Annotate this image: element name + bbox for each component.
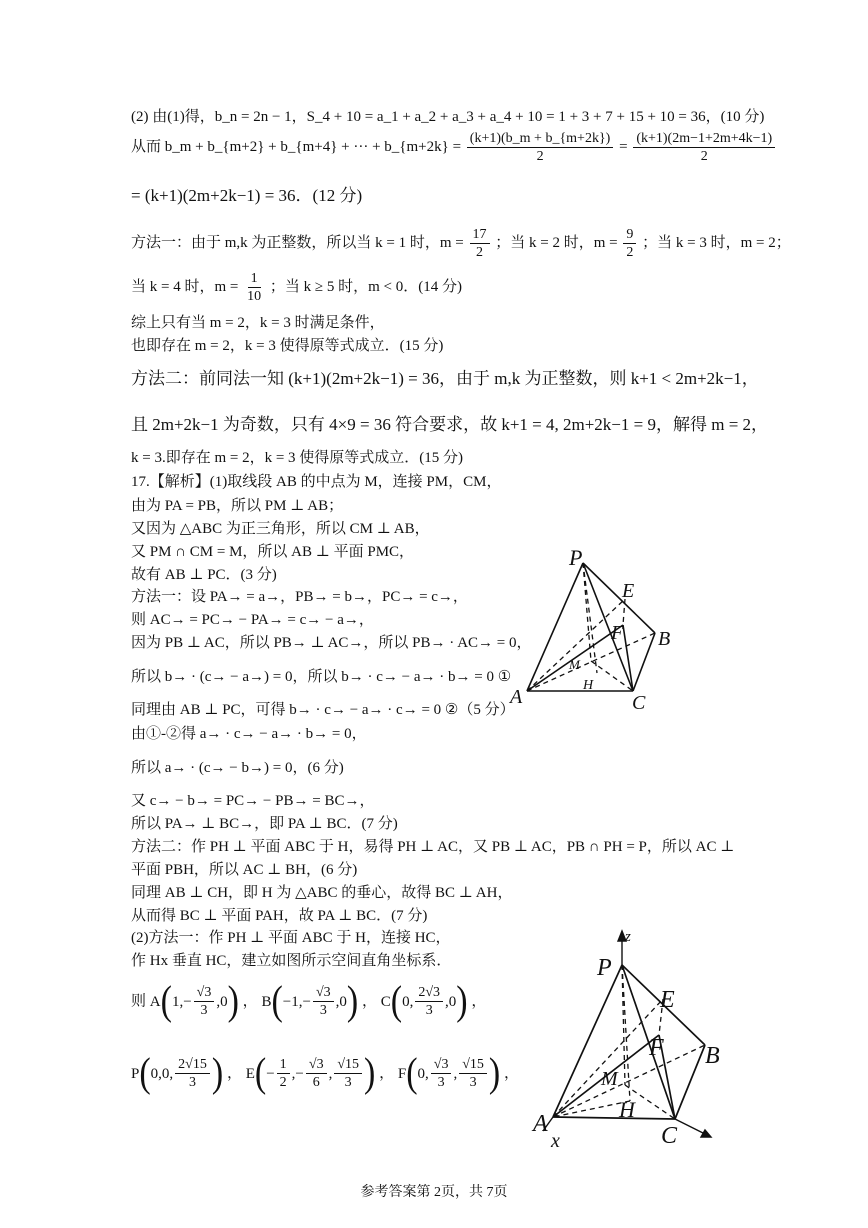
coord-lead: 则 (131, 993, 147, 1010)
separator: ， (503, 1065, 519, 1082)
text-line: (2)方法一：作 PH ⊥ 平面 ABC 于 H，连接 HC， (131, 930, 451, 946)
point-P-coord (131, 1050, 224, 1096)
formula-lead: 从而 b_m + b_{m+2} + b_{m+4} + ··· + b_{m+2k} = (131, 138, 462, 155)
minus-sign: − (302, 993, 311, 1010)
page-footer: 参考答案第 2页，共 7页 (360, 1185, 508, 1200)
point-C-coord (380, 978, 468, 1024)
left-paren: ( (271, 978, 283, 1024)
label-E: E (622, 580, 635, 602)
label-M: M (569, 657, 580, 672)
label-B: B (658, 628, 671, 650)
coord-value: ,0 (335, 993, 347, 1010)
point-name: F (397, 1065, 407, 1082)
tetrahedron-figure-2 (525, 925, 755, 1155)
dashed-AE (527, 599, 625, 691)
text-line: 方法二：作 PH ⊥ 平面 ABC 于 H，易得 PH ⊥ AC，又 PB ⊥ AC，PB ∩ PH = P，所以 AC ⊥ (131, 839, 735, 855)
label-H: H (583, 678, 594, 693)
formula-line (131, 130, 777, 165)
fraction (306, 1056, 327, 1091)
fraction (470, 226, 490, 261)
text-line: 又 PM ∩ CM = M，所以 AB ⊥ 平面 PMC， (131, 544, 415, 560)
fraction-denominator: 2 (536, 149, 544, 164)
label-B: B (705, 1043, 720, 1069)
fraction-numerator: 2√15 (175, 1056, 210, 1074)
text-line: 综上只有当 m = 2，k = 3 时满足条件， (131, 315, 385, 331)
text-line: 所以 b→ · (c→ − a→) = 0，所以 b→ · c→ − a→ · b→ = 0 ① (131, 669, 512, 685)
label-H: H (619, 1097, 635, 1122)
label-C: C (632, 692, 646, 714)
right-paren: ) (227, 978, 239, 1024)
section-heading: 17.【解析】(1)取线段 AB 的中点为 M，连接 PM，CM， (131, 474, 502, 490)
fraction-numerator: √3 (194, 984, 215, 1002)
text-line: 同理 AB ⊥ CH，即 H 为 △ABC 的垂心，故得 BC ⊥ AH， (131, 885, 513, 901)
fraction-denominator: 3 (425, 1003, 433, 1018)
separator: ， (242, 993, 258, 1010)
equals-sign: = (619, 138, 628, 155)
point-A-coord (149, 978, 239, 1024)
left-paren: ( (160, 978, 172, 1024)
separator: ， (226, 1065, 242, 1082)
fraction-numerator: 1 (248, 270, 261, 288)
text-line: 因为 PB ⊥ AC，所以 PB→ ⊥ AC→，所以 PB→ · AC→ = 0， (131, 635, 532, 651)
label-M: M (601, 1068, 618, 1090)
fraction-denominator: 3 (200, 1003, 208, 1018)
fraction (415, 984, 443, 1019)
text-line: 平面 PBH，所以 AC ⊥ BH，(6 分) (131, 862, 358, 878)
axis-C (675, 1119, 707, 1135)
label-P: P (597, 955, 612, 981)
fraction (175, 1056, 210, 1091)
fraction (431, 1056, 452, 1091)
minus-sign: − (266, 1065, 275, 1082)
fraction-numerator: 9 (623, 226, 636, 244)
right-paren: ) (456, 978, 468, 1024)
text-line: 故有 AB ⊥ PC．(3 分) (131, 567, 277, 583)
label-x: x (551, 1130, 560, 1152)
label-P: P (569, 545, 583, 570)
text-line: 方法一：设 PA→ = a→，PB→ = b→，PC→ = c→， (131, 589, 468, 605)
text-line: 作 Hx 垂直 HC，建立如图所示空间直角坐标系． (131, 953, 452, 969)
fraction-numerator: 2√3 (415, 984, 443, 1002)
fraction (194, 984, 215, 1019)
text-line: 由为 PA = PB，所以 PM ⊥ AB； (131, 498, 344, 514)
text-line: 也即存在 m = 2，k = 3 使得原等式成立．(15 分) (131, 338, 444, 354)
segment-FC (623, 625, 633, 691)
right-paren: ) (211, 1050, 224, 1096)
left-paren: ( (139, 1050, 151, 1096)
fraction-denominator: 2 (476, 245, 484, 260)
fraction-denominator: 2 (279, 1075, 287, 1090)
minus-sign: − (183, 993, 192, 1010)
fraction-denominator: 10 (247, 289, 262, 304)
fraction-numerator: 17 (470, 226, 490, 244)
fraction-numerator: 1 (277, 1056, 290, 1074)
text-line: 由①-②得 a→ · c→ − a→ · b→ = 0， (131, 726, 367, 742)
right-paren: ) (346, 978, 359, 1024)
separator: ， (471, 993, 487, 1010)
fraction-numerator: √3 (313, 984, 334, 1002)
point-F-coord: F ( 0, $\frac{√3}{3}$ , $\frac{√15}{3}$ ) (397, 1050, 501, 1096)
fraction-denominator: 3 (189, 1075, 197, 1090)
fraction-numerator: (k+1)(b_m + b_{m+2k}) (467, 130, 614, 148)
label-F: F (611, 622, 624, 644)
text-segment: 方法一：由于 m,k 为正整数，所以当 k = 1 时，m = (131, 234, 464, 251)
fraction (623, 226, 636, 261)
fraction-denominator: 6 (312, 1075, 320, 1090)
point-name: B (261, 993, 272, 1010)
formula-line (131, 270, 462, 305)
formula-line (131, 226, 791, 261)
axis-C-arrow (701, 1130, 711, 1137)
label-E: E (660, 987, 675, 1013)
point-E-coord: E ( − $\frac{1}{2}$ , − $\frac{√3}{6}$ , $\frac{√15}{3}$ ) (245, 1050, 376, 1096)
fraction-numerator: (k+1)(2m−1+2m+4k−1) (633, 130, 775, 148)
left-paren: ( (406, 1050, 418, 1096)
fraction-denominator: 2 (700, 149, 708, 164)
edge-AC (553, 1117, 675, 1119)
text-line: 同理由 AB ⊥ PC，可得 b→ · c→ − a→ · c→ = 0 ②（5 分） (131, 702, 515, 718)
text-line: 且 2m+2k−1 为奇数，只有 4×9 = 36 符合要求，故 k+1 = 4, 2m+2k−1 = 9，解得 m = 2， (131, 415, 769, 434)
point-name: E (245, 1065, 255, 1082)
point-name: P (131, 1065, 140, 1082)
fraction-denominator: 2 (626, 245, 634, 260)
label-A: A (510, 686, 523, 708)
label-z: z (625, 929, 631, 945)
fraction (459, 1056, 487, 1091)
fraction-denominator: 3 (344, 1075, 352, 1090)
text-segment: 当 k = 4 时，m = (131, 278, 239, 295)
fraction (334, 1056, 362, 1091)
text-line: 所以 PA→ ⊥ BC→，即 PA ⊥ BC．(7 分) (131, 816, 398, 832)
text-segment: ；当 k = 3 时，m = 2； (642, 234, 791, 251)
fraction-numerator: √3 (306, 1056, 327, 1074)
fraction-denominator: 3 (319, 1003, 327, 1018)
edge-PA (553, 965, 622, 1117)
fraction (277, 1056, 290, 1091)
label-F: F (649, 1035, 664, 1061)
fraction-numerator: √15 (459, 1056, 487, 1074)
fraction-denominator: 3 (437, 1075, 445, 1090)
label-C: C (661, 1123, 678, 1149)
fraction-denominator: 3 (469, 1075, 477, 1090)
left-paren: ( (254, 1050, 267, 1096)
fraction (313, 984, 334, 1019)
text-line: 方法二：前同法一知 (k+1)(2m+2k−1) = 36，由于 m,k 为正整数，则 k+1 < 2m+2k−1， (131, 369, 759, 388)
fraction (244, 270, 264, 305)
text-line: = (k+1)(2m+2k−1) = 36．(12 分) (131, 186, 363, 205)
coordinates-line (131, 978, 487, 1024)
edge-BC (675, 1045, 705, 1119)
text-line: (2) 由(1)得，b_n = 2n − 1，S_4 + 10 = a_1 + a_2 + a_3 + a_4 + 10 = 1 + 3 + 7 + 15 + 10 = 36，(10 分) (131, 109, 765, 125)
text-line: 又 c→ − b→ = PC→ − PB→ = BC→， (131, 793, 375, 809)
text-segment: ；当 k ≥ 5 时，m < 0．(14 分) (269, 278, 462, 295)
dashed-AE (553, 999, 663, 1117)
point-name: C (380, 993, 391, 1010)
fraction-numerator: √3 (431, 1056, 452, 1074)
separator: ， (361, 993, 377, 1010)
fraction (633, 130, 775, 165)
coord-value: 0,0, (150, 1065, 174, 1082)
right-paren: ) (364, 1050, 376, 1096)
point-name: A (149, 993, 161, 1010)
coordinates-line (131, 1050, 519, 1096)
minus-sign: − (295, 1065, 304, 1082)
text-segment: ；当 k = 2 时，m = (495, 234, 618, 251)
text-line: 又因为 △ABC 为正三角形，所以 CM ⊥ AB， (131, 521, 430, 537)
coord-value: 1, (171, 993, 184, 1010)
coord-value: −1, (282, 993, 303, 1010)
coord-value: 0, (417, 1065, 429, 1082)
fraction-numerator: √15 (334, 1056, 362, 1074)
left-paren: ( (390, 978, 403, 1024)
separator: ， (379, 1065, 395, 1082)
coord-value: ,0 (445, 993, 457, 1010)
coord-value: 0, (402, 993, 414, 1010)
right-paren: ) (488, 1050, 501, 1096)
coord-value: ,0 (216, 993, 228, 1010)
fraction (467, 130, 614, 165)
text-line: 从而得 BC ⊥ 平面 PAH，故 PA ⊥ BC．(7 分) (131, 908, 428, 924)
tetrahedron-figure-1 (505, 545, 705, 715)
point-B-coord (261, 978, 359, 1024)
text-line: k = 3.即存在 m = 2，k = 3 使得原等式成立．(15 分) (131, 450, 464, 466)
label-A: A (533, 1111, 548, 1137)
text-line: 所以 a→ · (c→ − b→) = 0，(6 分) (131, 760, 344, 776)
text-line: 则 AC→ = PC→ − PA→ = c→ − a→， (131, 612, 374, 628)
